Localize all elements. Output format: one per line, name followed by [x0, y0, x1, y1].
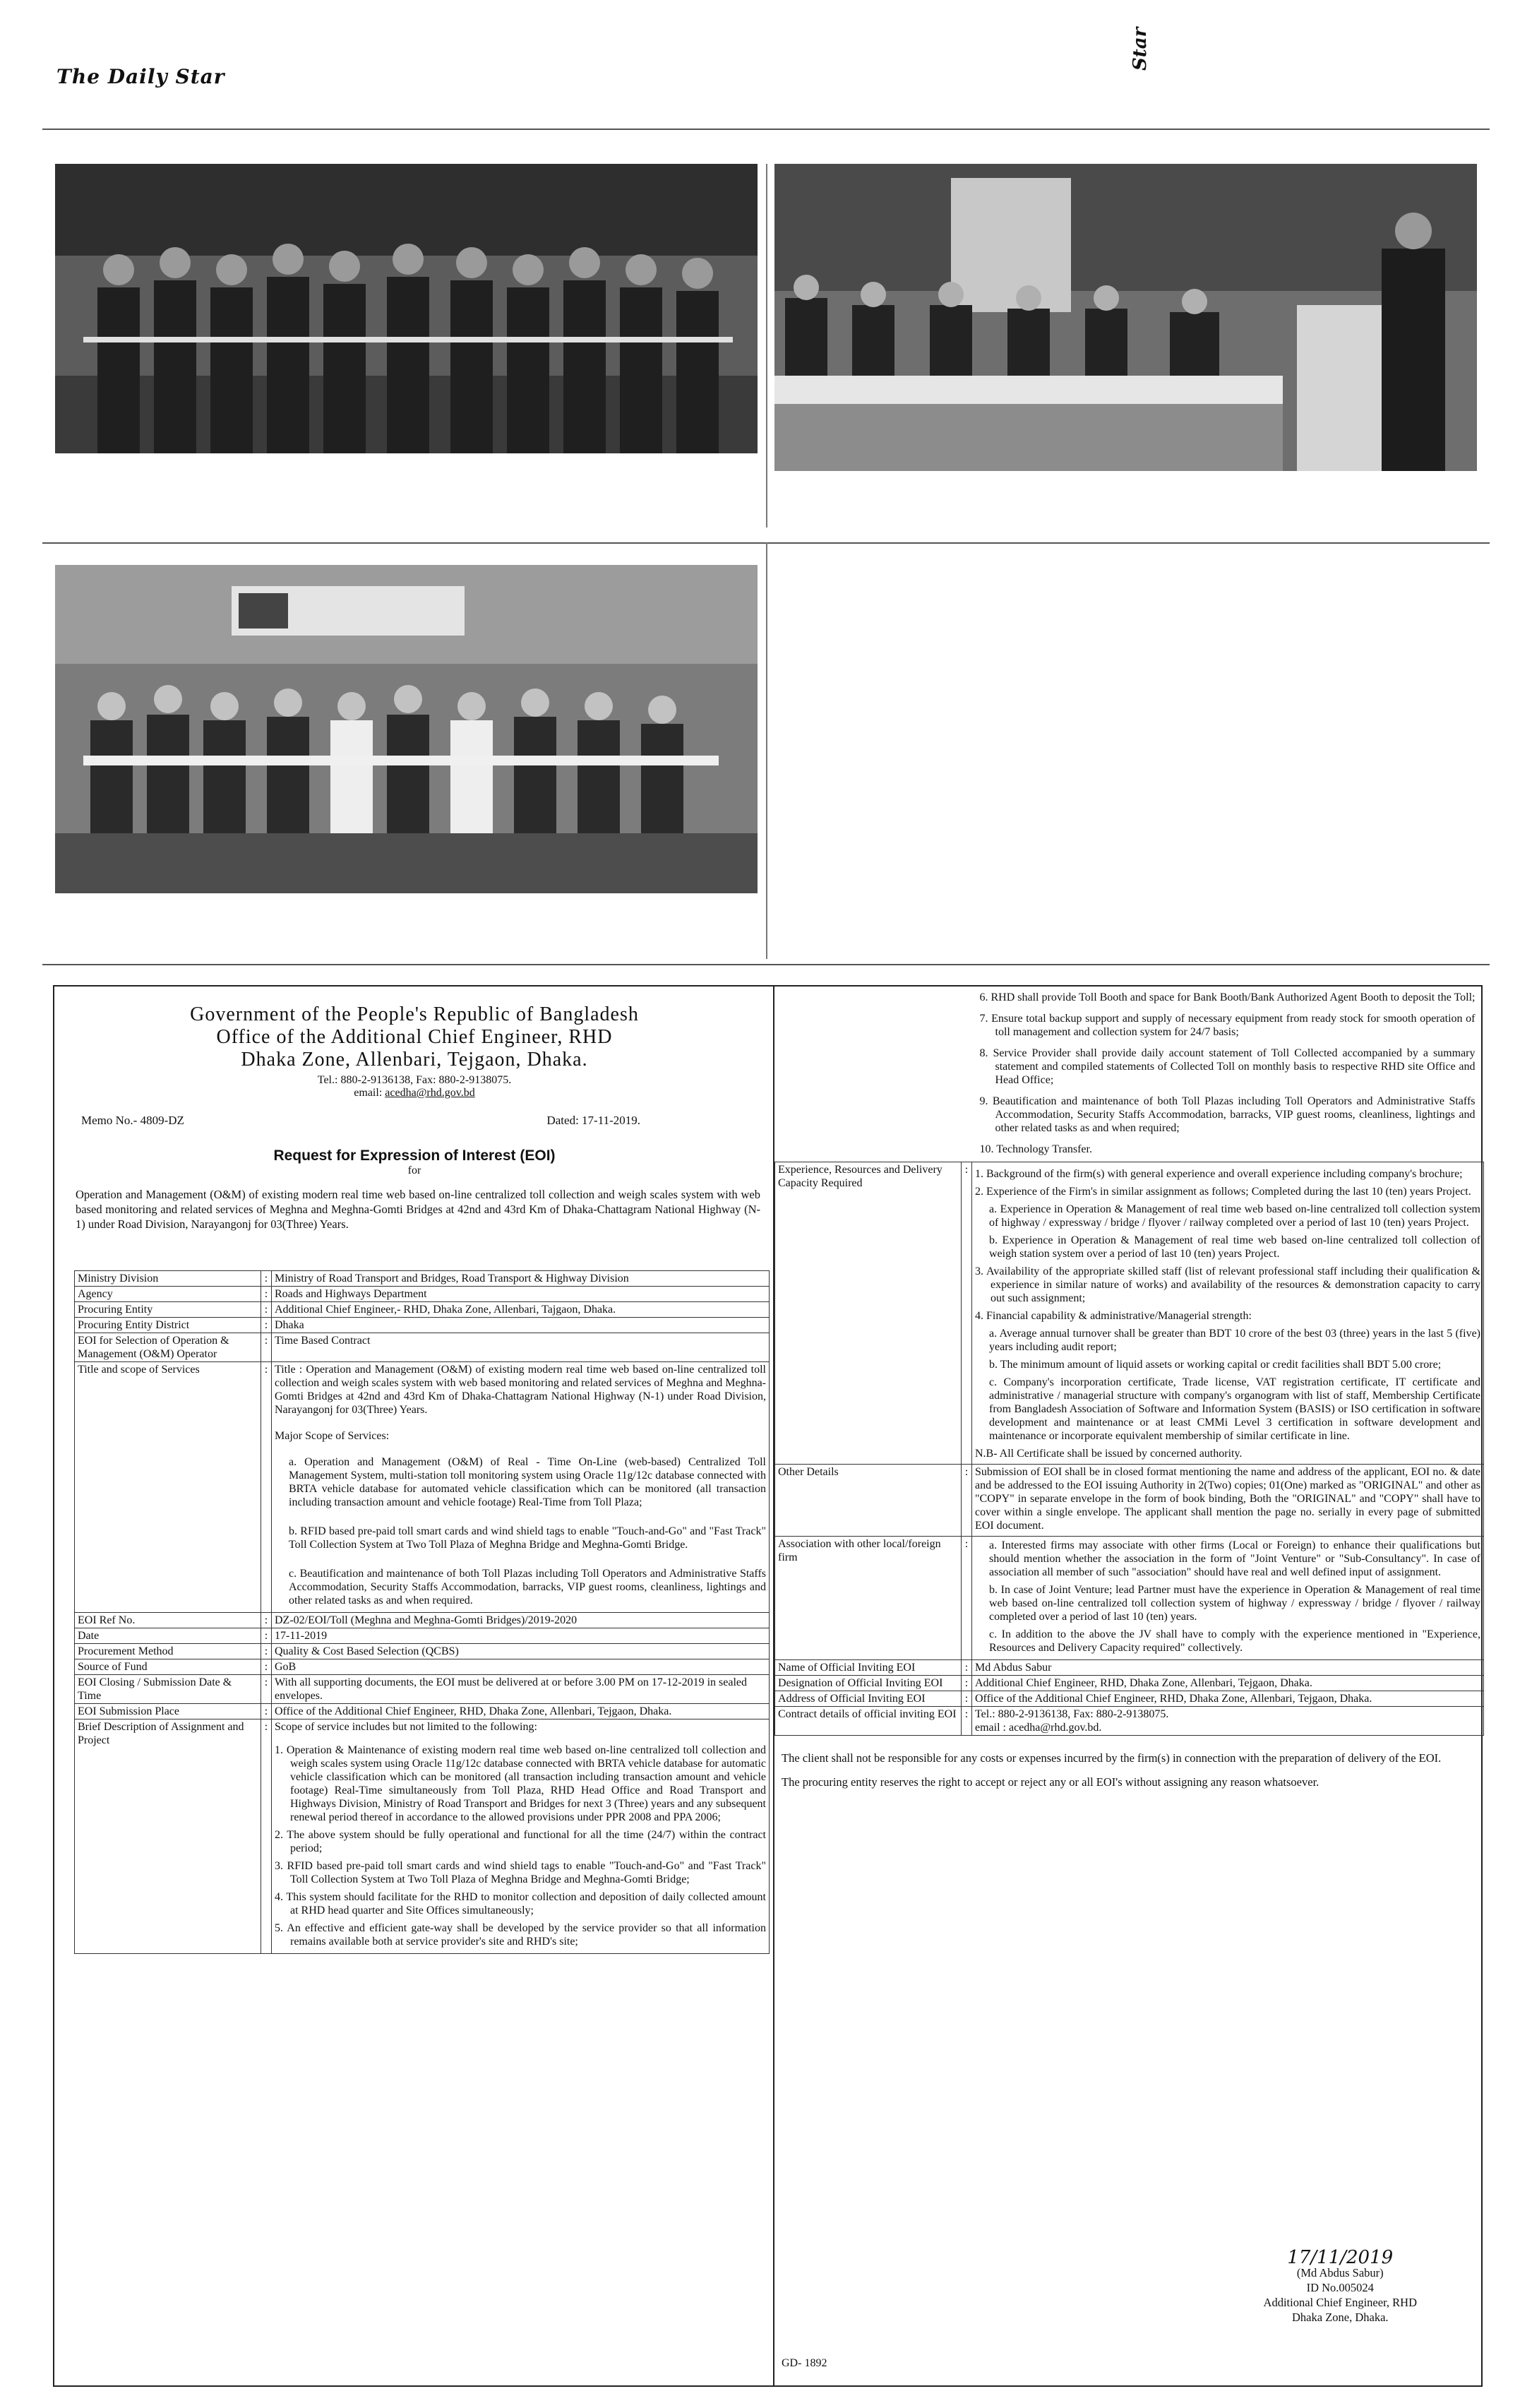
assoc-item: b. In case of Joint Venture; lead Partner must have the experience in Operation & Management of real time web based on-line centralized toll collection system of highway / expressway / bridge / flyover / railway completed over a period of last 10 (ten) years. [989, 1584, 1480, 1623]
gov-title: Government of the People's Republic of Bangladesh [190, 1003, 639, 1025]
row-label: Procuring Entity [75, 1302, 261, 1318]
row-label: Name of Official Inviting EOI [775, 1660, 962, 1676]
photo-divider-1 [766, 164, 767, 528]
scope-item-c: c. Beautification and maintenance of both Toll Plazas including Toll Operators and Administrative Staffs Accommodation, Security Staffs Accommodation, barracks, VIP guest rooms, cleanliness, lightings and other related tasks as and when required. [289, 1568, 766, 1607]
exp-item: 2. Experience of the Firm's in similar assignment as follows; Completed during the last 10 (ten) years Project. [975, 1186, 1471, 1198]
brief-item: 4. This system should facilitate for the RHD to monitor collection and deposition of daily collected amount at RHD head quarter and Site Offices simultaneously; [275, 1891, 766, 1917]
table-row [75, 1644, 770, 1659]
colon: : [962, 1465, 972, 1537]
table-row [75, 1659, 770, 1675]
signature-scrawl: 17/11/2019 [1287, 2247, 1394, 2268]
row-label: EOI Ref No. [75, 1613, 261, 1628]
signature-block [1263, 2247, 1417, 2325]
signatory-zone: Dhaka Zone, Dhaka. [1292, 2311, 1389, 2324]
table-row [75, 1271, 770, 1287]
gd-number: GD- 1892 [782, 2357, 827, 2369]
office-email-link[interactable]: acedha@rhd.gov.bd [385, 1087, 475, 1099]
office-email-line [54, 1087, 774, 1099]
continued-list [775, 987, 1484, 1162]
colon: : [962, 1537, 972, 1660]
row-label: Source of Fund [75, 1659, 261, 1675]
table-row [775, 1676, 1484, 1691]
table-row [75, 1302, 770, 1318]
table-row [775, 1162, 1484, 1465]
table-row [775, 1537, 1484, 1660]
table-row [75, 1613, 770, 1628]
other-value [972, 1465, 1484, 1537]
row-value: Quality & Cost Based Selection (QCBS) [272, 1644, 770, 1659]
row-value: Md Abdus Sabur [972, 1660, 1484, 1676]
exp-item: a. Average annual turnover shall be greater than BDT 10 crore of the best 03 (three) years in the last 5 (five) years including audit report; [989, 1328, 1480, 1353]
row-value: Additional Chief Engineer, RHD, Dhaka Zone, Allenbari, Tejgaon, Dhaka. [972, 1676, 1484, 1691]
office-address: Dhaka Zone, Allenbari, Tejgaon, Dhaka. [241, 1049, 588, 1071]
table-row [75, 1704, 770, 1719]
continued-item: 9. Beautification and maintenance of both Toll Plazas including Toll Operators and Administrative Staffs Accommodation, Security Staffs Accommodation, barracks, VIP guest rooms, cleanliness, lightings and other related tasks as and when required; [979, 1095, 1476, 1134]
continued-items [775, 987, 1484, 1162]
table-row [75, 1362, 770, 1613]
signatory-designation: Additional Chief Engineer, RHD [1263, 2296, 1417, 2309]
brief-value [272, 1719, 770, 1954]
row-label: EOI for Selection of Operation & Management (O&M) Operator [75, 1333, 261, 1362]
brief-item: 5. An effective and efficient gate-way shall be developed by the service provider so that all information remains available both at service provider's site and RHD's site; [275, 1922, 766, 1948]
signatory-name: (Md Abdus Sabur) [1296, 2266, 1384, 2279]
note-costs: The client shall not be responsible for any costs or expenses incurred by the firm(s) in connection with the preparation of delivery of the EOI. [782, 1751, 1442, 1765]
table-row [75, 1719, 770, 1954]
brief-item: 2. The above system should be fully operational and functional for all the time (24/7) within the contract period; [275, 1829, 766, 1854]
eoi-right-table [774, 987, 1484, 1736]
scope-title: Title : Operation and Management (O&M) of existing modern real time web based on-line centralized toll collection and weigh scales system with web based monitoring and related services of Meghna and Meghna-Gomti Bridges at 42nd and 43rd Km of Dhaka-Chattagram National Highway (N-1) under Road Division, Narayangonj for 03(Three) Years. [275, 1364, 766, 1416]
eoi-right-column [773, 987, 1484, 2385]
office-phone: Tel.: 880-2-9136138, Fax: 880-2-9138075. [317, 1074, 512, 1086]
row-value: 17-11-2019 [272, 1628, 770, 1644]
row-value: Additional Chief Engineer,- RHD, Dhaka Zone, Allenbari, Tajgaon, Dhaka. [272, 1302, 770, 1318]
row-label: EOI Submission Place [75, 1704, 261, 1719]
colon: : [962, 1162, 972, 1465]
top-rule [42, 129, 1490, 130]
continued-item: 8. Service Provider shall provide daily account statement of Toll Collected accompanied by a summary statement and compiled statements of Collected Toll on monthly basis to respective RHD site Office and Head Office; [979, 1047, 1476, 1086]
eoi-left-column [54, 987, 774, 2385]
colon: : [261, 1362, 272, 1613]
table-row [775, 1465, 1484, 1537]
eoi-notice [53, 985, 1483, 2387]
exp-item: b. Experience in Operation & Management of real time web based on-line centralized toll collection of weigh station system over a period of last 10 (ten) years Project. [989, 1234, 1480, 1260]
note-reserve: The procuring entity reserves the right to accept or reject any or all EOI's without assigning any reason whatsoever. [782, 1775, 1319, 1789]
table-row [775, 1707, 1484, 1736]
photo-divider-2 [766, 542, 767, 959]
exp-item: b. The minimum amount of liquid assets or working capital or credit facilities shall BDT 5.00 crore; [989, 1359, 1442, 1371]
brief-intro: Scope of service includes but not limited to the following: [275, 1721, 537, 1733]
eoi-header [54, 1003, 774, 1099]
row-label: Procurement Method [75, 1644, 261, 1659]
table-row [75, 1675, 770, 1704]
scope-item-b: b. RFID based pre-paid toll smart cards and wind shield tags to enable "Touch-and-Go" and "Fast Track" Toll Collection System at Two Toll Plaza of Meghna Bridge and Meghna-Gomti Bridge. [289, 1525, 766, 1551]
row-value: Roads and Highways Department [272, 1287, 770, 1302]
lower-rule [42, 964, 1490, 965]
email-label: email: [354, 1087, 385, 1099]
other-text: Submission of EOI shall be in closed format mentioning the name and address of the applicant, EOI no. & date and be addressed to the EOI issuing Authority in 2(Two) copies; 01(One) marked as "ORIGINAL" and other as "COPY" in separate envelope in the form of book binding, Both the "ORIGINAL" and "COPY" shall have to cover within a single envelope. The applicant shall mention the page no. serially in every page of submitted EOI document. [975, 1466, 1480, 1532]
table-row [75, 1333, 770, 1362]
colon: : [261, 1333, 272, 1362]
table-row [75, 1287, 770, 1302]
table-row [775, 987, 1484, 1162]
experience-label: Experience, Resources and Delivery Capacity Required [775, 1162, 962, 1465]
eoi-title: Request for Expression of Interest (EOI) [273, 1148, 556, 1164]
association-label: Association with other local/foreign firm [775, 1537, 962, 1660]
ribbon-cutting-photo [55, 164, 758, 453]
row-value: Ministry of Road Transport and Bridges, Road Transport & Highway Division [272, 1271, 770, 1287]
exp-item: 1. Background of the firm(s) with general experience and overall experience including company's brochure; [975, 1168, 1463, 1180]
memo-line [54, 1114, 774, 1128]
memo-date: Dated: 17-11-2019. [546, 1114, 640, 1127]
colon: : [962, 1660, 972, 1676]
assoc-item: a. Interested firms may associate with other firms (Local or Foreign) to enhance their qualifications but should mention whether the association in the form of "Joint Venture" or "Sub-Consultancy". In case of association all member of such "association" should have real and well defined input of assignment. [989, 1539, 1480, 1578]
spacer [774, 1765, 1484, 1775]
row-value: Dhaka [272, 1318, 770, 1333]
brief-item: 1. Operation & Maintenance of existing modern real time web based on-line centralized toll collection and weigh scales system using Oracle 11g/12c database connected with BRTA vehicle database for automatic vehicle classification which can be monitored (all transaction including transaction amount and vehicle footage) Real-Time simultaneously from Toll Plaza, RHD Head Office and Road Transport and Highways Division, Ministry of Road Transport and Bridges for next 3 (Three) years and any subsequent renewal period thereof in accordance to the allowed provisions under PPR 2008 and PPA 2006; [275, 1744, 766, 1823]
colon: : [962, 1676, 972, 1691]
colon: : [261, 1613, 272, 1628]
table-row [775, 1691, 1484, 1707]
brief-item: 3. RFID based pre-paid toll smart cards and wind shield tags to enable "Touch-and-Go" and "Fast Track" Toll Collection System at Two Toll Plaza of Meghna Bridge and Meghna-Gomti Bridge; [275, 1860, 766, 1885]
scope-item-a: a. Operation and Management (O&M) of Real - Time On-Line (web-based) Centralized Toll Management System, multi-station toll monitoring system using Oracle 11g/12c database connected with BRTA vehicle database for automated vehicle classification which can be monitored (all transaction including transaction amount and vehicle footage) Real-Time from Toll Plaza; [289, 1456, 766, 1508]
colon: : [261, 1318, 272, 1333]
colon: : [962, 1691, 972, 1707]
table-row [75, 1628, 770, 1644]
brief-label: Brief Description of Assignment and Project [75, 1719, 261, 1954]
row-value: DZ-02/EOI/Toll (Meghna and Meghna-Gomti Bridges)/2019-2020 [272, 1613, 770, 1628]
other-label: Other Details [775, 1465, 962, 1537]
memo-number: Memo No.- 4809-DZ [81, 1114, 184, 1127]
row-value: Office of the Additional Chief Engineer, RHD, Dhaka Zone, Allenbari, Tejgaon, Dhaka. [272, 1704, 770, 1719]
row-value: Office of the Additional Chief Engineer, RHD, Dhaka Zone, Allenbari, Tejgaon, Dhaka. [972, 1691, 1484, 1707]
colon: : [261, 1302, 272, 1318]
continued-item: 6. RHD shall provide Toll Booth and space for Bank Booth/Bank Authorized Agent Booth to deposit the Toll; [979, 991, 1476, 1003]
colon: : [261, 1659, 272, 1675]
colon: : [261, 1719, 272, 1954]
eoi-left-table-wrap [74, 1270, 770, 1954]
office-title: Office of the Additional Chief Engineer, RHD [216, 1026, 613, 1048]
eoi-left-table [74, 1270, 770, 1954]
row-label: Address of Official Inviting EOI [775, 1691, 962, 1707]
masthead-right-logo: Star [1130, 27, 1151, 71]
scope-value [272, 1362, 770, 1613]
assoc-item: c. In addition to the above the JV shall have to comply with the experience mentioned in "Experience, Resources and Delivery Capacity required" collectively. [989, 1628, 1480, 1654]
row-value: Tel.: 880-2-9136138, Fax: 880-2-9138075. email : acedha@rhd.gov.bd. [972, 1707, 1484, 1736]
signatory-id: ID No.005024 [1306, 2281, 1374, 2294]
row-value: With all supporting documents, the EOI must be delivered at or before 3.00 PM on 17-12-2019 in sealed envelopes. [272, 1675, 770, 1704]
eoi-intro: Operation and Management (O&M) of existing modern real time web based on-line centralized toll collection and weigh scales system with web based monitoring and related services of Meghna and Meghna-Gomti Bridges at 42nd and 43rd Km of Dhaka-Chattagram National Highway (N-1) under Road Division, Narayangonj for 03(Three) Years. [76, 1188, 760, 1231]
colon: : [962, 1707, 972, 1736]
eoi-for: for [407, 1164, 421, 1176]
colon: : [261, 1287, 272, 1302]
exp-item: c. Company's incorporation certificate, Trade license, VAT registration certificate, IT certificate and administrative / managerial structure with company's organogram with list of staff, Membership Certificate from Bangladesh Association of Software and Information System (BASIS) or ISO certification in software development and maintenance or at least CMMi Level 3 certification in software development and maintenance or incorporate equivalent membership of similar certificate in line. [989, 1376, 1480, 1442]
exp-item: a. Experience in Operation & Management of real time web based on-line centralized toll collection system of highway / expressway / bridge / flyover / railway completed over a period of last 10 (ten) years Project. [989, 1203, 1480, 1229]
table-row [775, 1660, 1484, 1676]
eoi-right-wrap [774, 987, 1484, 1789]
row-label: EOI Closing / Submission Date & Time [75, 1675, 261, 1704]
spacer [774, 1736, 1484, 1751]
table-row [75, 1318, 770, 1333]
masthead-logo: The Daily Star [56, 65, 225, 88]
experience-value [972, 1162, 1484, 1465]
exp-item: 4. Financial capability & administrative/Managerial strength: [975, 1310, 1252, 1322]
colon: : [261, 1644, 272, 1659]
colon: : [261, 1704, 272, 1719]
association-value [972, 1537, 1484, 1660]
colon: : [261, 1628, 272, 1644]
row-label: Date [75, 1628, 261, 1644]
continued-item: 10. Technology Transfer. [979, 1143, 1092, 1155]
row-value: GoB [272, 1659, 770, 1675]
row-label: Agency [75, 1287, 261, 1302]
exp-item: 3. Availability of the appropriate skilled staff (list of relevant professional staff including their qualification & experience in similar nature of works) and availability of the resources & demonstration capacity to carry out such assignment; [975, 1265, 1480, 1304]
conference-photo [774, 164, 1477, 471]
scope-major: Major Scope of Services: [275, 1430, 390, 1442]
colon: : [261, 1675, 272, 1704]
row-label: Contract details of official inviting EOI [775, 1707, 962, 1736]
continued-item: 7. Ensure total backup support and supply of necessary equipment from ready stock for smooth operation of toll management and collection system for 24/7 basis; [979, 1013, 1476, 1038]
row-label: Ministry Division [75, 1271, 261, 1287]
row-value: Time Based Contract [272, 1333, 770, 1362]
colon: : [261, 1271, 272, 1287]
scope-label: Title and scope of Services [75, 1362, 261, 1613]
exim-bank-ribbon-photo [55, 565, 758, 893]
row-label: Designation of Official Inviting EOI [775, 1676, 962, 1691]
exp-note: N.B- All Certificate shall be issued by concerned authority. [975, 1448, 1243, 1460]
row-label: Procuring Entity District [75, 1318, 261, 1333]
